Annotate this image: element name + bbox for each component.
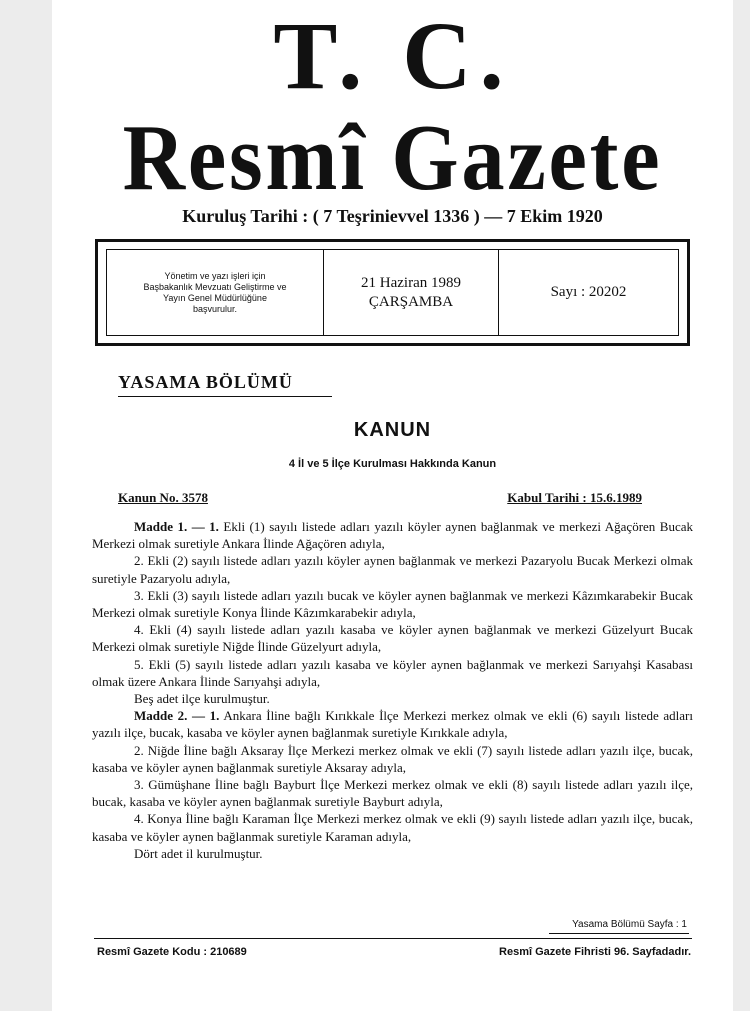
section-heading: YASAMA BÖLÜMÜ <box>118 372 293 392</box>
issue-number-cell <box>499 250 678 335</box>
page-reference-rule <box>549 933 689 934</box>
masthead-tc: T. C. <box>273 2 512 109</box>
law-paragraph <box>92 845 693 862</box>
article-lead: Madde 2. — 1. <box>134 708 220 724</box>
paragraph-text: Dört adet il kurulmuştur. <box>134 845 263 861</box>
paragraph-text: 4. Ekli (4) sayılı listede adları yazılı kasaba ve köyler aynen bağlanmak ve merkezi Güzelyurt Bucak Merkezi olmak suretiyle Niğde İlinde Güzelyurt adıyla, <box>92 622 693 655</box>
acceptance-date: Kabul Tarihi : 15.6.1989 <box>507 490 642 505</box>
paragraph-text: Ankara İline bağlı Kırıkkale İlçe Merkezi merkez olmak ve ekli (6) sayılı listede adları yazılı ilçe, bucak, kasaba ve köyler aynen bağlanmak suretiyle Kırıkkale adıyla, <box>92 708 693 741</box>
law-paragraph <box>92 621 693 655</box>
admin-note <box>107 250 324 335</box>
index-note: Resmî Gazete Fihristi 96. Sayfadadır. <box>499 946 691 958</box>
admin-note-line: Başbakanlık Mevzuatı Geliştirme ve <box>143 281 287 292</box>
admin-note-line: başvurulur. <box>192 303 238 314</box>
section-underline <box>118 396 332 397</box>
paragraph-text: 2. Niğde İline bağlı Aksaray İlçe Merkezi merkez olmak ve ekli (7) sayılı listede adları yazılı ilçe, bucak, kasaba ve köyler aynen bağlanmak suretiyle Aksaray adıyla, <box>92 742 693 775</box>
issue-weekday: ÇARŞAMBA <box>368 293 454 310</box>
issue-number: Sayı : 20202 <box>550 284 627 300</box>
law-paragraph <box>92 518 693 552</box>
gazette-page <box>52 0 733 1011</box>
masthead-title: Resmî Gazete <box>122 106 663 210</box>
viewer-margin-right <box>733 0 750 1011</box>
issue-date: 21 Haziran 1989 <box>361 274 461 291</box>
law-number: Kanun No. 3578 <box>118 490 208 505</box>
paragraph-text: 4. Konya İline bağlı Karaman İlçe Merkezi merkez olmak ve ekli (9) sayılı listede adları yazılı ilçe, bucak, kasaba ve köyler aynen bağlanmak suretiyle Karaman adıyla, <box>92 811 693 844</box>
law-body <box>92 518 693 862</box>
paragraph-text: 2. Ekli (2) sayılı listede adları yazılı köyler aynen bağlanmak ve merkezi Pazaryolu Bucak Merkezi olmak suretiyle Pazaryolu adıyla, <box>92 553 693 586</box>
article-lead: Madde 1. — 1. <box>134 519 219 534</box>
issue-info-inner <box>106 249 679 336</box>
law-heading: KANUN <box>353 419 432 441</box>
law-paragraph <box>92 707 693 741</box>
law-paragraph <box>92 742 693 776</box>
gazette-code: Resmî Gazete Kodu : 210689 <box>97 946 247 958</box>
law-paragraph <box>92 587 693 621</box>
viewer-margin-left <box>0 0 52 1011</box>
paragraph-text: Beş adet ilçe kurulmuştur. <box>134 691 270 707</box>
admin-note-line: Yayın Genel Müdürlüğüne <box>163 292 267 303</box>
issue-info-box <box>95 239 690 346</box>
law-paragraph <box>92 690 693 707</box>
law-paragraph <box>92 776 693 810</box>
law-title: 4 İl ve 5 İlçe Kurulması Hakkında Kanun <box>288 458 497 470</box>
admin-note-line: Yönetim ve yazı işleri için <box>164 270 266 281</box>
paragraph-text: Ekli (1) sayılı listede adları yazılı köyler aynen bağlanmak ve merkezi Ağaçören Bucak Merkezi olmak suretiyle Ankara İlinde Ağaçören adıyla, <box>92 519 693 552</box>
page-reference: Yasama Bölümü Sayfa : 1 <box>572 919 687 930</box>
paragraph-text: 3. Ekli (3) sayılı listede adları yazılı bucak ve köyler aynen bağlanmak ve merkezi Kâzımkarabekir Bucak Merkezi olmak suretiyle Konya İlinde Kâzımkarabekir adıyla, <box>92 587 693 621</box>
founding-date: Kuruluş Tarihi : ( 7 Teşrinievvel 1336 ) — 7 Ekim 1920 <box>182 206 603 226</box>
law-paragraph <box>92 552 693 586</box>
paragraph-text: 3. Gümüşhane İline bağlı Bayburt İlçe Merkezi merkez olmak ve ekli (8) sayılı listede adları yazılı ilçe, bucak, kasaba ve köyler aynen bağlanmak suretiyle Bayburt adıyla, <box>92 777 693 810</box>
paragraph-text: 5. Ekli (5) sayılı listede adları yazılı kasaba ve köyler aynen bağlanmak ve merkezi Sarıyahşi Kasabası olmak üzere Ankara İlinde Sarıyahşi adıyla, <box>92 656 693 689</box>
law-paragraph <box>92 810 693 844</box>
law-paragraph <box>92 656 693 690</box>
issue-date-cell <box>324 250 499 335</box>
footer-rule <box>94 938 692 939</box>
